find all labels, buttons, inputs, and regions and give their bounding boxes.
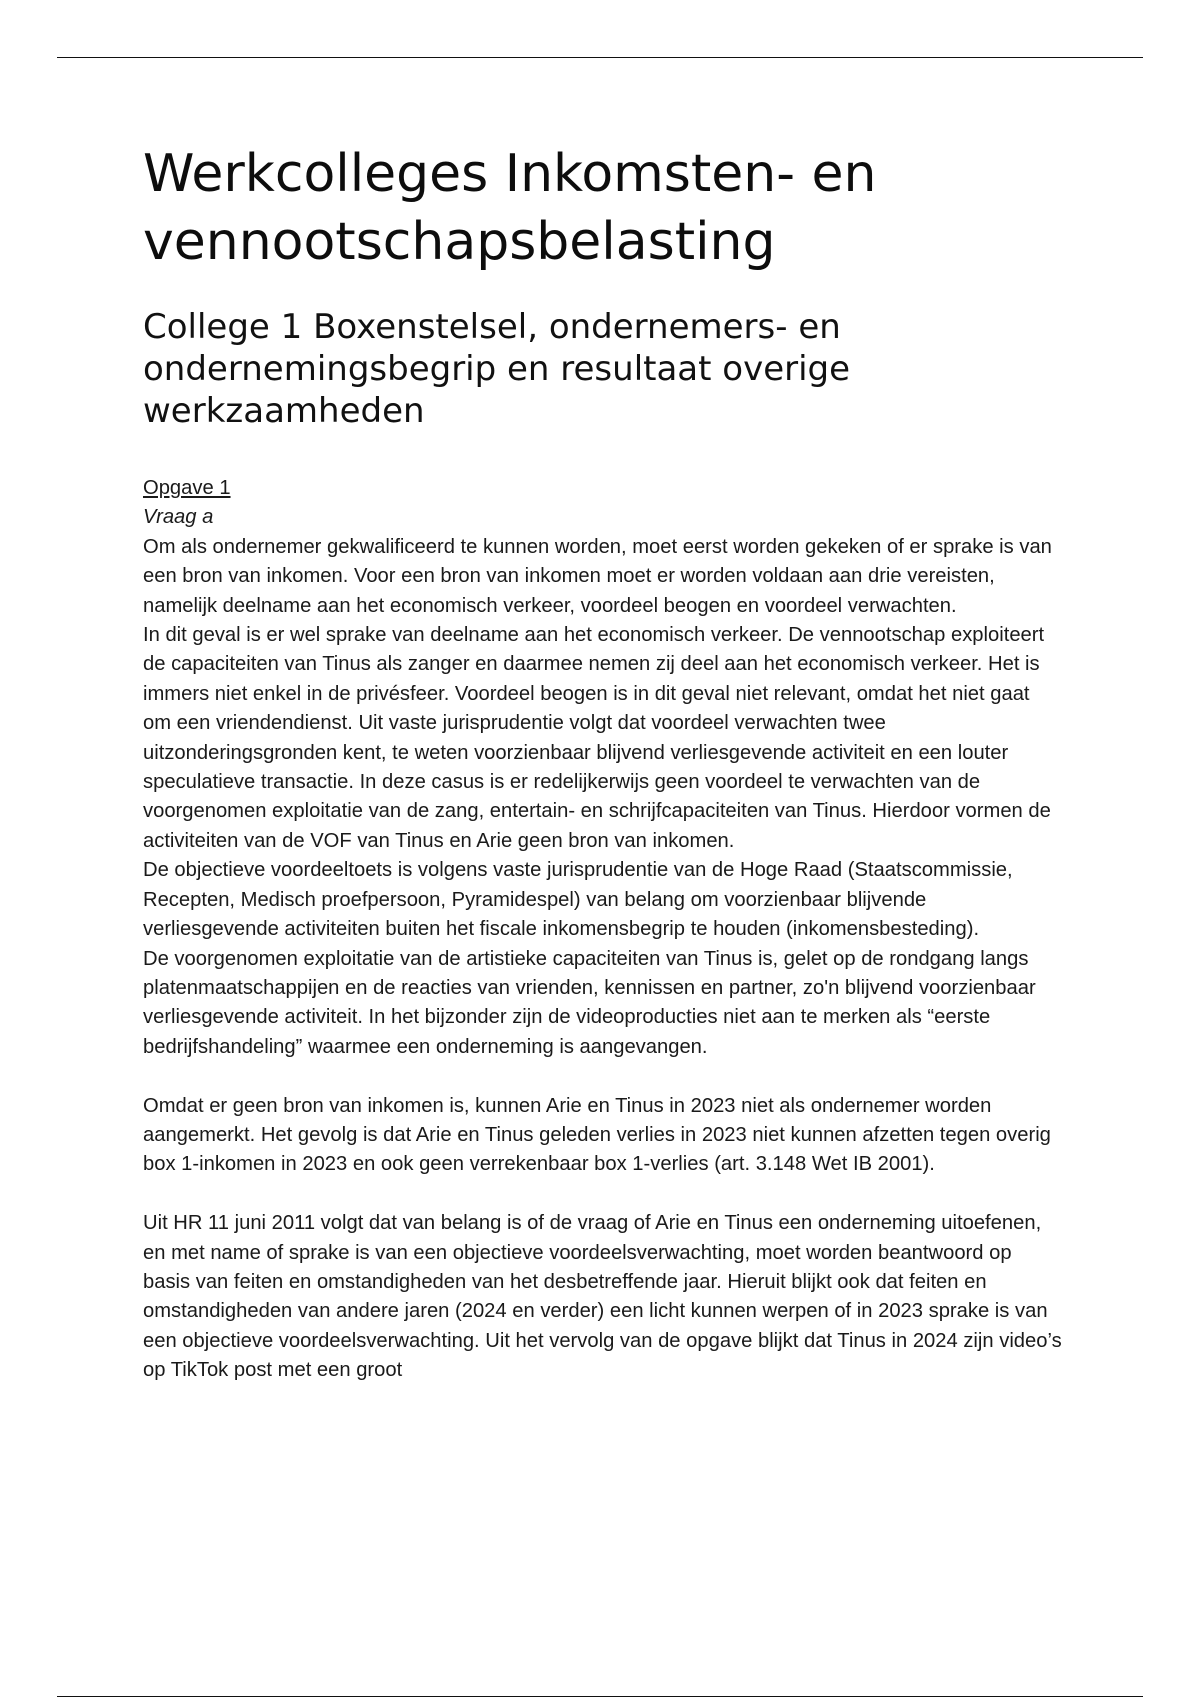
college-subtitle: College 1 Boxenstelsel, ondernemers- en ondernemingsbegrip en resultaat overige werkzaamheden — [143, 307, 851, 431]
bottom-divider — [57, 1696, 1143, 1697]
top-divider — [57, 57, 1143, 58]
paragraph-objective-test: De objectieve voordeeltoets is volgens vaste jurisprudentie van de Hoge Raad (Staatscommissie, Recepten, Medisch proefpersoon, Pyramidespel) van belang om voorzienbaar blijvende verliesgevende activiteiten buiten het fiscale inkomensbegrip te houden (inkomensbesteding). — [143, 859, 1013, 941]
paragraph-artistic-exploitation: De voorgenomen exploitatie van de artistieke capaciteiten van Tinus is, gelet op de rondgang langs platenmaatschappijen en de reacties van vrienden, kennissen en partner, zo'n blijvend voorzienbaar verliesgevende activiteit. In het bijzonder zijn de videoproducties niet aan te merken als “eerste bedrijfshandeling” waarmee een onderneming is aangevangen. — [143, 947, 1036, 1058]
question-label: Vraag a — [143, 506, 214, 529]
section-heading: Opgave 1 — [143, 477, 231, 499]
document-title: Werkcolleges Inkomsten- en vennootschapsbelasting — [143, 144, 877, 272]
paragraph-economic-traffic: In dit geval is er wel sprake van deelname aan het economisch verkeer. De vennootschap exploiteert de capaciteiten van Tinus als zanger en daarmee nemen zij deel aan het economisch verkeer. Het is immers niet enkel in de privésfeer. Voordeel beogen is in dit geval niet relevant, omdat het niet gaat om een vriendendienst. Uit vaste jurisprudentie volgt dat voordeel verwachten twee uitzonderingsgronden kent, te weten voorzienbaar blijvend verliesgevende activiteit en een louter speculatieve transactie. In deze casus is er redelijkerwijs geen voordeel te verwachten van de voorgenomen exploitatie van de zang, entertain- en schrijfcapaciteiten van Tinus. Hierdoor vormen de activiteiten van de VOF van Tinus en Arie geen bron van inkomen. — [143, 624, 1051, 852]
paragraph-hr-ruling: Uit HR 11 juni 2011 volgt dat van belang is of de vraag of Arie en Tinus een onderneming uitoefenen, en met name of sprake is van een objectieve voordeelsverwachting, moet worden beantwoord op basis van feiten en omstandigheden van het desbetreffende jaar. Hieruit blijkt ook dat feiten en omstandigheden van andere jaren (2024 en verder) een licht kunnen werpen of in 2023 sprake is van een objectieve voordeelsverwachting. Uit het vervolg van de opgave blijkt dat Tinus in 2024 zijn video’s op TikTok post met een groot — [143, 1212, 1062, 1382]
paragraph-source-of-income: Om als ondernemer gekwalificeerd te kunnen worden, moet eerst worden gekeken of er sprake is van een bron van inkomen. Voor een bron van inkomen moet er worden voldaan aan drie vereisten, namelijk deelname aan het economisch verkeer, voordeel beogen en voordeel verwachten. — [143, 535, 1052, 617]
paragraph-no-entrepreneur: Omdat er geen bron van inkomen is, kunnen Arie en Tinus in 2023 niet als ondernemer worden aangemerkt. Het gevolg is dat Arie en Tinus geleden verlies in 2023 niet kunnen afzetten tegen overig box 1-inkomen in 2023 en ook geen verrekenbaar box 1-verlies (art. 3.148 Wet IB 2001). — [143, 1094, 1051, 1176]
document-body — [143, 140, 1063, 1386]
